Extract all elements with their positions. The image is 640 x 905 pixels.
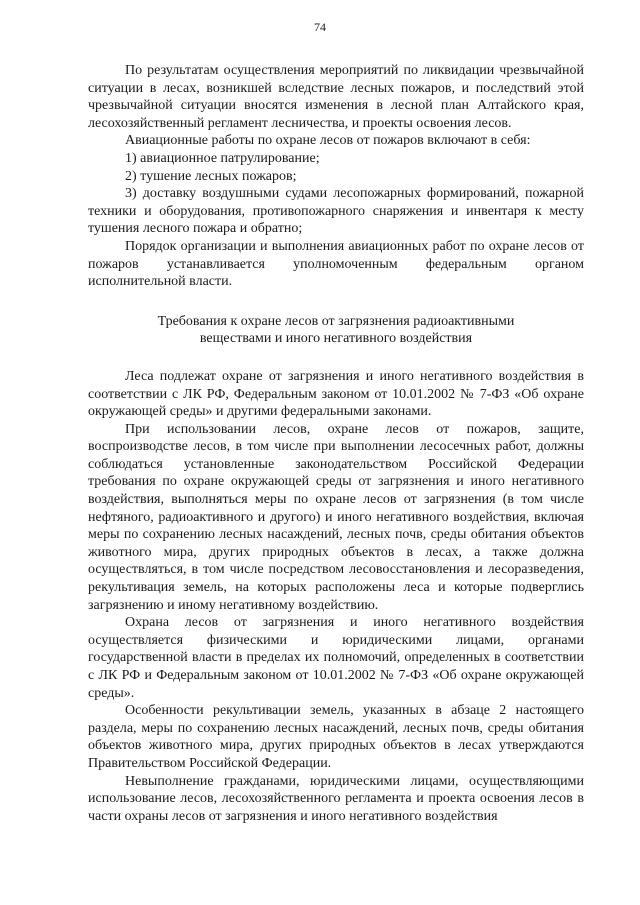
page-number: 74 <box>314 20 326 34</box>
list-item: 3) доставку воздушными судами лесопожарных формирований, пожарной техники и оборудования, противопожарного снаряжения и инвентаря к месту тушения лесного пожара и обратно; <box>88 186 584 237</box>
paragraph: Леса подлежат охране от загрязнения и иного негативного воздействия в соответствии с ЛК РФ, Федеральным законом от 10.01.2002 № 7-ФЗ «Об охране окружающей среды» и другими федеральными законами. <box>88 368 584 420</box>
paragraph: По результатам осуществления мероприятий по ликвидации чрезвычайной ситуации в лесах, возникшей вследствие лесных пожаров, и последствий этой чрезвычайной ситуации вносятся изменения в лесной план Алтайского края, лесохозяйственный регламент лесничества, и проекты освоения лесов. <box>88 63 584 131</box>
section-heading-line: веществами и иного негативного воздействия <box>199 331 473 347</box>
list-item: 2) тушение лесных пожаров; <box>125 168 297 184</box>
paragraph: Порядок организации и выполнения авиационных работ по охране лесов от пожаров устанавливается уполномоченным федеральным органом исполнительной власти. <box>88 238 584 290</box>
paragraph: При использовании лесов, охране лесов от пожаров, защите, воспроизводстве лесов, в том числе при выполнении лесосечных работ, должны соблюдаться установленные законодательством Российской Федерации требования по охране окружающей среды от загрязнения и иного негативного воздействия, выполняться меры по охране лесов от загрязнения (в том числе нефтяного, радиоактивного и другого) и иного негативного воздействия, включая меры по сохранению лесных насаждений, лесных почв, среды обитания объектов животного мира, других природных объектов в лесах, а также должна осуществляться, в том числе посредством лесовосстановления и лесоразведения, рекультивация земель, на которых расположены леса и которые подверглись загрязнению и иному негативному воздействию. <box>88 421 584 613</box>
section-heading <box>88 313 584 348</box>
document-body <box>88 62 584 825</box>
section-heading-line: Требования к охране лесов от загрязнения радиоактивными <box>157 313 515 329</box>
list-item: 1) авиационное патрулирование; <box>125 150 320 166</box>
paragraph: Охрана лесов от загрязнения и иного негативного воздействия осуществляется физическими и юридическими лицами, органами государственной власти в пределах их полномочий, определенных в соответствии с ЛК РФ и Федеральным законом от 10.01.2002 № 7-ФЗ «Об охране окружающей среды». <box>88 615 584 701</box>
paragraph: Авиационные работы по охране лесов от пожаров включают в себя: <box>125 133 531 149</box>
paragraph: Невыполнение гражданами, юридическими лицами, осуществляющими использование лесов, лесохозяйственного регламента и проекта освоения лесов в части охраны лесов от загрязнения и иного негативного воздействия <box>88 773 584 824</box>
paragraph: Особенности рекультивации земель, указанных в абзаце 2 настоящего раздела, меры по сохранению лесных насаждений, лесных почв, среды обитания объектов животного мира, других природных объектов в лесах утверждаются Правительством Российской Федерации. <box>88 703 584 771</box>
